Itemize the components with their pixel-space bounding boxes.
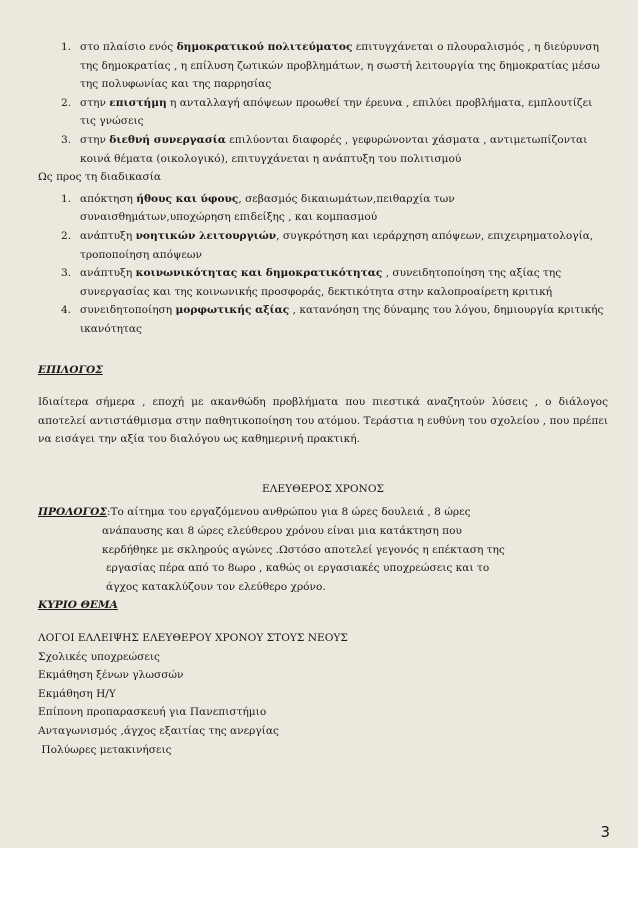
item-text: , κατανόηση της δύναμης του λόγου, δημιουργία κριτικής ικανότητας <box>80 304 604 335</box>
list-item <box>38 190 608 227</box>
item-bold-term: δημοκρατικού πολιτεύματος <box>176 41 353 53</box>
section-title: ΕΛΕΥΘΕΡΟΣ ΧΡΟΝΟΣ <box>262 482 384 495</box>
prologue-line: ανάπαυσης και 8 ώρες ελεύθερου χρόνου είναι μια κατάκτηση που <box>102 525 462 538</box>
item-bold-term: νοητικών λειτουργιών <box>135 229 277 242</box>
item-text: η ανταλλαγή απόψεων προωθεί την έρευνα , επιλύει προβλήματα, εμπλουτίζει τις γνώσεις <box>80 96 593 128</box>
process-lead: Ως προς τη διαδικασία <box>38 171 162 184</box>
list-number: 4. <box>61 304 72 317</box>
process-list <box>38 190 608 339</box>
reasons-title: ΛΟΓΟΙ ΕΛΛΕΙΨΗΣ ΕΛΕΥΘΕΡΟΥ ΧΡΟΝΟΥ ΣΤΟΥΣ ΝΕΟΥΣ <box>38 632 348 645</box>
list-item: Πολύωρες μετακινήσεις <box>38 743 172 756</box>
item-bold-term: διεθνή συνεργασία <box>109 133 226 146</box>
list-number: 1. <box>61 192 72 205</box>
item-text: ανάπτυξη <box>80 267 136 280</box>
list-item <box>38 94 608 131</box>
page-number: 3 <box>600 823 610 842</box>
item-text: στο πλαίσιο ενός <box>80 41 177 53</box>
list-item <box>38 301 608 338</box>
item-text: απόκτηση <box>80 192 137 205</box>
item-bold-term: επιστήμη <box>109 96 167 109</box>
list-number: 2. <box>61 229 72 242</box>
item-text: επιλύονται διαφορές , γεφυρώνονται χάσματα , αντιμετωπίζονται κοινά θέματα (οικολογικό), επιτυγχάνεται η ανάπτυξη του πολιτισμού <box>80 133 588 165</box>
item-bold-term: ήθους και ύφους <box>136 192 239 205</box>
list-item: Επίπονη προπαρασκευή για Πανεπιστήμιο <box>38 706 267 719</box>
list-item <box>38 131 608 168</box>
benefits-list <box>38 38 608 168</box>
item-text: συνειδητοποίηση <box>80 304 176 317</box>
prologue-heading: ΠΡΟΛΟΓΟΣ <box>38 506 107 519</box>
prologue-text: :Το αίτημα του εργαζόμενου ανθρώπου για 8 ώρες δουλειά , 8 ώρες <box>106 506 471 519</box>
epilogue-paragraph: Ιδιαίτερα σήμερα , εποχή με ακανθώδη προβλήματα που πιεστικά αναζητούν λύσεις , ο διάλογος αποτελεί αντιστάθμισμα στην παθητικοποίηση του ατόμου. Τεράστια η ευθύνη του σχολείου , που πρέπει να εισάγει την αξία του διαλόγου ως καθημερινή πρακτική. <box>38 396 608 446</box>
prologue-line <box>38 503 608 522</box>
item-bold-term: μορφωτικής αξίας <box>175 304 290 317</box>
prologue-line: κερδήθηκε με σκληρούς αγώνες .Ωστόσο αποτελεί γεγονός η επέκταση της <box>102 543 505 556</box>
list-number: 2. <box>61 96 72 109</box>
list-item <box>38 38 608 94</box>
item-text: ανάπτυξη <box>80 229 136 242</box>
list-number: 3. <box>61 133 72 146</box>
item-text: επιτυγχάνεται ο πλουραλισμός , η διεύρυνση της δημοκρατίας , η επίλυση ζωτικών προβλημάτων, η σωστή λειτουργία της δημοκρατίας μέσω της πολυφωνίας και της παρρησίας <box>80 41 600 91</box>
list-item: Εκμάθηση Η/Υ <box>38 687 116 700</box>
list-item: Ανταγωνισμός ,άγχος εξαιτίας της ανεργίας <box>38 725 279 737</box>
item-text: , συγκρότηση και ιεράρχηση απόψεων, επιχειρηματολογία, τροποποίηση απόψεων <box>80 229 594 261</box>
list-number: 1. <box>61 41 72 53</box>
list-number: 3. <box>61 267 72 280</box>
item-text: , συνειδητοποίηση της αξίας της συνεργασίας και της κοινωνικής προσφοράς, δεκτικότητα στην καλοπροαίρετη κριτική <box>80 267 562 298</box>
item-text: στην <box>80 96 110 109</box>
prologue-line: εργασίας πέρα από το 8ωρο , καθώς οι εργασιακές υποχρεώσεις και το <box>106 562 490 575</box>
epilogue-heading: ΕΠΙΛΟΓΟΣ <box>38 363 103 376</box>
list-item <box>38 264 608 301</box>
item-text: , σεβασμός δικαιωμάτων,πειθαρχία των συναισθημάτων,υποχώρηση επιδείξης , και κομπασμού <box>80 192 455 224</box>
item-bold-term: κοινωνικότητας και δημοκρατικότητας <box>135 267 383 280</box>
list-item: Σχολικές υποχρεώσεις <box>38 650 160 663</box>
main-heading: ΚΥΡΙΟ ΘΕΜΑ <box>38 599 118 612</box>
prologue-line: άγχος κατακλύζουν τον ελεύθερο χρόνο. <box>106 580 326 593</box>
list-item: Εκμάθηση ξένων γλωσσών <box>38 669 184 682</box>
item-text: στην <box>80 133 110 146</box>
list-item <box>38 227 608 264</box>
